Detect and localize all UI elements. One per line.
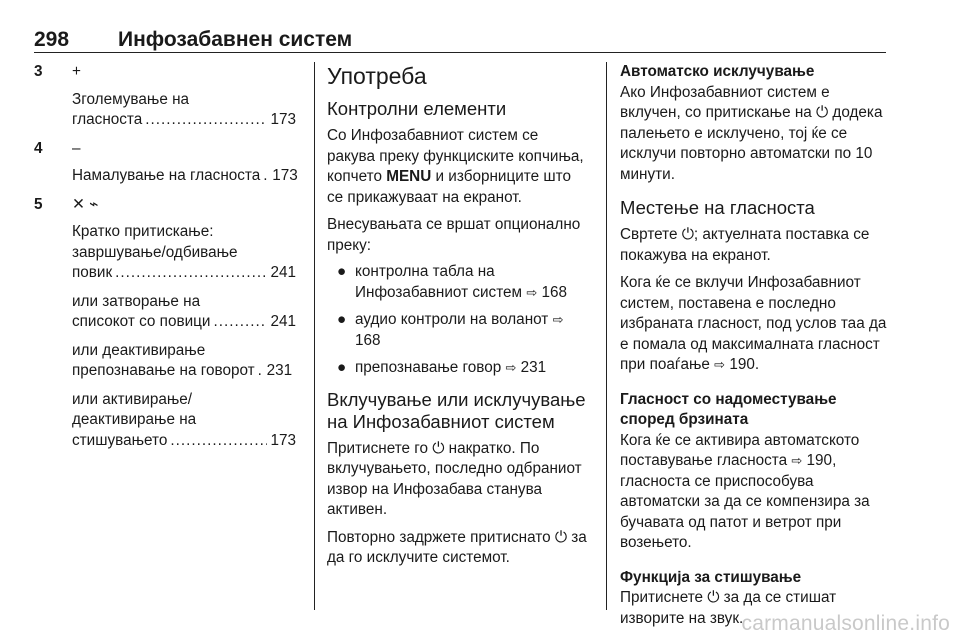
entry-text: препознавање на говорот: [72, 362, 255, 379]
entry-text: списокот со повици: [72, 313, 211, 330]
watermark: carmanualsonline.info: [741, 612, 950, 635]
list-item-5: [34, 195, 296, 452]
entry-text: стишувањето: [72, 431, 168, 449]
page-reference[interactable]: 231: [520, 359, 547, 376]
section-title: Употреба: [327, 63, 427, 89]
paragraph: Свртете ⏻; актуелната поставка се покажува на екранот.: [620, 226, 870, 264]
index-entry: [72, 361, 296, 382]
entry-line: деактивирање на: [72, 411, 197, 428]
mute-end-call-icon: ✕ ⌁: [72, 195, 99, 213]
column-1: [34, 62, 296, 451]
power-icon: ⏻: [554, 528, 567, 546]
subheading: Автоматско исклучување: [620, 63, 815, 80]
bullet-list: [327, 262, 589, 379]
column-divider-1: [314, 62, 315, 610]
leader-dots: [145, 110, 267, 131]
page-reference[interactable]: 241: [270, 313, 296, 330]
entry-text: гласноста: [72, 111, 143, 128]
index-entry: [72, 431, 296, 452]
entry-text: Намалување на гласноста: [72, 167, 261, 184]
menu-button-label: MENU: [386, 168, 432, 185]
subheading: Гласност со надоместување според брзината: [620, 390, 837, 428]
entry-line: или затворање на: [72, 292, 201, 310]
power-icon: ⏻: [816, 104, 829, 121]
leader-dots: [115, 263, 267, 284]
index-entry: [72, 263, 296, 284]
minus-icon: –: [72, 139, 81, 157]
paragraph: Ако Инфозабавниот систем е вклучен, со притискање на ⏻ додека палењето е исклучено, тој ќе се исклучи повторно автоматски по 10 минути.: [620, 83, 883, 183]
power-icon: ⏻: [681, 226, 694, 243]
entry-line: Зголемување на: [72, 90, 190, 108]
item-number: 4: [34, 139, 43, 157]
entry-text: повик: [72, 264, 113, 281]
list-item: ● аудио контроли на воланот ⇨ 168: [337, 311, 564, 349]
bullet-icon: ●: [337, 359, 347, 376]
paragraph: Со Инфозабавниот систем се ракува преку функциските копчиња, копчето MENU и изборниците што се прикажуваат на екранот.: [327, 127, 584, 206]
list-item-3: [34, 62, 296, 131]
entry-line: или активирање/: [72, 390, 193, 408]
item-number: 5: [34, 195, 43, 213]
subheading: Функција за стишување: [620, 568, 802, 586]
arrow-icon: ⇨: [552, 312, 564, 327]
subsection-title: Вклучување или исклучување на Инфозабавниот систем: [327, 388, 586, 432]
entry-line: или деактивирање: [72, 341, 206, 359]
page-reference[interactable]: 168: [355, 331, 381, 349]
page-reference[interactable]: 168: [541, 283, 567, 301]
column-2: [327, 62, 589, 569]
item-number: 3: [34, 63, 43, 80]
power-icon: ⏻: [707, 589, 720, 606]
column-divider-2: [606, 62, 607, 610]
list-item: ● контролна табла на Инфозабавниот систем ⇨ 168: [337, 263, 567, 301]
page-reference[interactable]: 231: [266, 362, 293, 379]
paragraph: Внесувањата се вршат опционално преку:: [327, 216, 581, 254]
index-entry: [72, 110, 296, 131]
paragraph: Притиснете го ⏻ накратко. По вклучувањето, последно одбраниот извор на Инфозабава станува активен.: [327, 439, 582, 518]
list-item-4: [34, 139, 296, 187]
page-number: 298: [34, 28, 70, 51]
leader-dots: [170, 431, 267, 452]
leader-dots: [263, 166, 269, 187]
arrow-icon: ⇨: [526, 284, 538, 300]
index-entry: [72, 312, 296, 333]
bullet-icon: ●: [337, 263, 347, 280]
index-entry: [72, 166, 296, 187]
page-reference[interactable]: 173: [270, 111, 296, 128]
paragraph: Повторно задржете притиснато ⏻ за да го исклучите системот.: [327, 528, 587, 566]
bullet-icon: ●: [337, 311, 347, 328]
page-reference[interactable]: 173: [270, 431, 296, 449]
entry-line: завршување/одбивање: [72, 243, 238, 261]
page-reference[interactable]: 190: [729, 356, 755, 373]
arrow-icon: ⇨: [505, 360, 517, 375]
header-rule: [34, 52, 886, 53]
page-reference[interactable]: 190: [806, 452, 833, 469]
column-3: [620, 62, 888, 629]
arrow-icon: ⇨: [714, 357, 726, 372]
plus-icon: +: [72, 63, 81, 80]
page-title: Инфозабавнен систем: [118, 28, 353, 51]
power-icon: ⏻: [432, 439, 445, 457]
subsection-title: Контролни елементи: [327, 98, 507, 119]
leader-dots: [213, 312, 267, 333]
leader-dots: [258, 361, 264, 382]
paragraph: Притиснете ⏻ за да се стишат изворите на звук.: [620, 589, 837, 627]
list-item: ● препознавање говор ⇨ 231: [327, 358, 589, 379]
subsection-title: Местење на гласноста: [620, 197, 815, 218]
page-reference[interactable]: 173: [272, 167, 298, 184]
arrow-icon: ⇨: [791, 453, 803, 468]
entry-line: Кратко притискање:: [72, 223, 214, 240]
paragraph: Кога ќе се активира автоматското поставување гласноста ⇨ 190, гласноста се приспособува автоматски за да се компензира за бучавата од патот и ветрот при возењето.: [620, 431, 870, 551]
page-reference[interactable]: 241: [270, 264, 296, 281]
paragraph: Кога ќе се вклучи Инфозабавниот систем, поставена е последно избраната гласност, под услов таа да е помала од максималната гласност при поаѓање ⇨ 190.: [620, 274, 887, 373]
